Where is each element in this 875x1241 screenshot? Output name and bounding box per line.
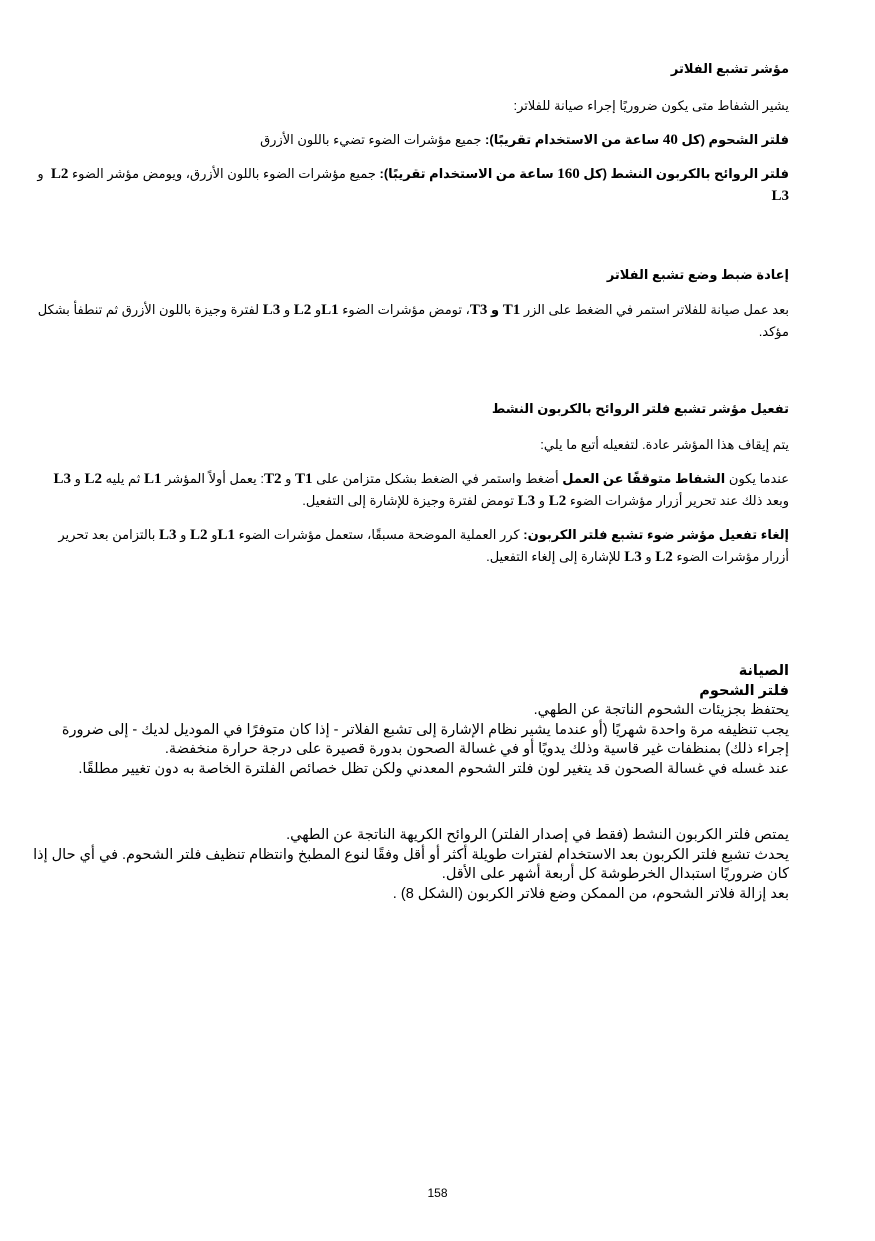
carbon-filter-block	[29, 826, 789, 904]
section-filter-saturation	[29, 58, 789, 207]
section-title: إعادة ضبط وضع تشبع الفلاتر	[606, 267, 789, 282]
section-intro: يتم إيقاف هذا المؤشر عادة. لتفعيله أتبع ما يلي:	[540, 437, 789, 452]
page-number: 158	[427, 1186, 448, 1200]
section-reset-saturation	[29, 264, 789, 343]
carbon-line: يحدث تشبع فلتر الكربون بعد الاستخدام لفترات طويلة أكثر أو أقل وفقًا لنوع المطبخ وانتظام تنظيف فلتر الشحوم. في أي حال إذا	[33, 846, 789, 863]
carbon-line: كان ضروريًا استبدال الخرطوشة كل أربعة أشهر على الأقل.	[441, 866, 789, 882]
section-intro: يشير الشفاط متى يكون ضروريًا إجراء صيانة للفلاتر:	[513, 98, 789, 113]
grease-line: عند غسله في غسالة الصحون قد يتغير لون فلتر الشحوم المعدني ولكن تظل خصائص الفلترة الخاصة به دون تغيير مطلقًا.	[78, 760, 789, 777]
section-activate-carbon-indicator	[29, 398, 789, 568]
carbon-line: بعد إزالة فلاتر الشحوم، من الممكن وضع فلاتر الكربون (الشكل 8) .	[392, 885, 789, 902]
grease-line: يحتفظ بجزيئات الشحوم الناتجة عن الطهي.	[533, 702, 789, 718]
activation-paragraph: عندما يكون الشفاط متوقفًا عن العمل أضغط واستمر في الضغط بشكل متزامن على T1 و T2: يعمل أولاً المؤشر L1 ثم يليه L2 و L3 وبعد ذلك عند تحرير أزرار مؤشرات الضوء L2 و L3 تومض لفترة وجيزة للإشارة إلى التفعيل.	[53, 471, 789, 509]
carbon-filter-item: فلتر الروائح بالكربون النشط (كل 160 ساعة من الاستخدام تقريبًا): جميع مؤشرات الضوء باللون الأزرق، ويومض مؤشر الضوء L2 و L3	[37, 166, 789, 204]
grease-line: إجراء ذلك) بمنظفات غير قاسية وذلك يدويًا أو في غسالة الصحون بدورة قصيرة على درجة حرارة منخفضة.	[164, 741, 789, 757]
grease-filter-title: فلتر الشحوم	[699, 682, 789, 699]
deactivation-paragraph: إلغاء تفعيل مؤشر ضوء تشبع فلتر الكربون: كرر العملية الموضحة مسبقًا، ستعمل مؤشرات الضوء L1و L2 و L3 بالتزامن بعد تحرير أزرار مؤشرات الضوء L2 و L3 للإشارة إلى إلغاء التفعيل.	[58, 527, 789, 565]
section-title: تفعيل مؤشر تشبع فلتر الروائح بالكربون النشط	[491, 401, 789, 416]
reset-paragraph: بعد عمل صيانة للفلاتر استمر في الضغط على الزر T1 و T3، تومض مؤشرات الضوء L1و L2 و L3 لفترة وجيزة باللون الأزرق ثم تنطفأ بشكل مؤكد.	[37, 302, 789, 339]
maintenance-title: الصيانة	[738, 663, 789, 679]
section-title: مؤشر تشبع الفلاتر	[670, 61, 789, 76]
section-maintenance	[29, 662, 789, 779]
grease-filter-item: فلتر الشحوم (كل 40 ساعة من الاستخدام تقريبًا): جميع مؤشرات الضوء تضيء باللون الأزرق	[260, 132, 789, 148]
grease-line: يجب تنظيفه مرة واحدة شهريًا (أو عندما يشير نظام الإشارة إلى تشبع الفلاتر - إذا كان متوفرًا في الموديل لديك - إلى ضرورة	[61, 721, 789, 738]
carbon-line: يمتص فلتر الكربون النشط (فقط في إصدار الفلتر) الروائح الكريهة الناتجة عن الطهي.	[286, 827, 789, 843]
